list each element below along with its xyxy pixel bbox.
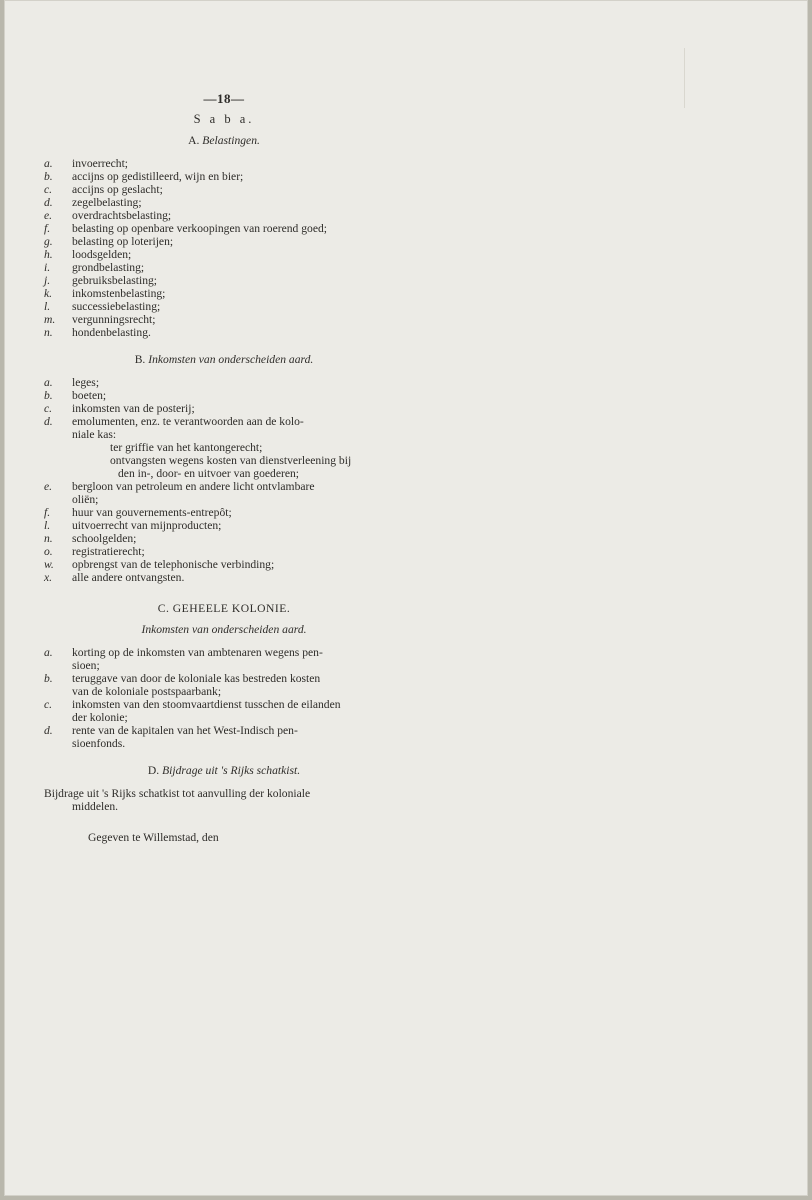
list-item-key (44, 467, 72, 480)
list-item (44, 454, 404, 467)
list-item-key (44, 659, 72, 672)
list-item (44, 646, 404, 659)
list-item-key: m. (44, 313, 56, 326)
section-a-prefix: A. (188, 134, 200, 147)
list-item-key (44, 711, 72, 724)
list-item-text: der kolonie; (72, 711, 128, 724)
list-item-text: inkomsten van de posterij; (72, 402, 195, 415)
list-item-text: accijns op gedistilleerd, wijn en bier; (72, 170, 244, 183)
list-item-text: ontvangsten wegens kosten van dienstverleening bij (110, 454, 352, 467)
list-item-key: b. (44, 170, 53, 183)
list-item (44, 685, 404, 698)
list-item-key: e. (44, 480, 53, 493)
list-item (44, 698, 404, 711)
list-item-text: bergloon van petroleum en andere licht ontvlambare (72, 480, 315, 493)
list-item (44, 248, 404, 261)
list-item-text: boeten; (72, 389, 107, 402)
list-item-key: b. (44, 389, 53, 402)
list-item (44, 183, 404, 196)
list-item-text: niale kas: (72, 428, 117, 441)
list-item-text: korting op de inkomsten van ambtenaren wegens pen- (72, 646, 323, 659)
list-item-key (44, 454, 72, 467)
list-item-key: l. (44, 300, 51, 313)
list-item (44, 326, 404, 339)
list-item (44, 659, 404, 672)
list-item-key: d. (44, 724, 53, 737)
list-item (44, 519, 404, 532)
list-item-text: van de koloniale postspaarbank; (72, 685, 222, 698)
list-item-key: a. (44, 157, 53, 170)
list-item-text: zegelbelasting; (72, 196, 142, 209)
list-item-text: belasting op loterijen; (72, 235, 174, 248)
list-item-key: a. (44, 376, 53, 389)
list-item (44, 428, 404, 441)
section-c-subheading (44, 623, 404, 636)
list-item-key: d. (44, 415, 53, 428)
list-item (44, 389, 404, 402)
list-item (44, 545, 404, 558)
list-item (44, 532, 404, 545)
section-d-line-2: middelen. (72, 800, 119, 813)
document-page (4, 0, 808, 1196)
list-item-key (44, 441, 72, 454)
list-item-key: n. (44, 326, 53, 339)
document-content (44, 92, 404, 844)
list-item-text: sioenfonds. (72, 737, 126, 750)
list-item-text: opbrengst van de telephonische verbinding; (72, 558, 275, 571)
list-item-text: emolumenten, enz. te verantwoorden aan de kolo- (72, 415, 304, 428)
list-item-text: leges; (72, 376, 100, 389)
section-b-prefix: B. (134, 353, 146, 366)
list-item-text: belasting op openbare verkoopingen van roerend goed; (72, 222, 327, 235)
list-item (44, 558, 404, 571)
list-item-text: den in-, door- en uitvoer van goederen; (118, 467, 300, 480)
list-item-text: huur van gouvernements-entrepôt; (72, 506, 232, 519)
list-item (44, 402, 404, 415)
list-item-key: b. (44, 672, 53, 685)
list-item-key: n. (44, 532, 53, 545)
list-item (44, 724, 404, 737)
closing-line: Gegeven te Willemstad, den (88, 831, 219, 844)
list-item (44, 441, 404, 454)
list-item-text: hondenbelasting. (72, 326, 151, 339)
list-item-text: invoerrecht; (72, 157, 129, 170)
list-item (44, 737, 404, 750)
list-item-text: rente van de kapitalen van het West-Indisch pen- (72, 724, 298, 737)
section-a-list (44, 157, 404, 339)
list-item-key: w. (44, 558, 54, 571)
list-item-text: overdrachtsbelasting; (72, 209, 172, 222)
list-item (44, 415, 404, 428)
list-item-key: k. (44, 287, 53, 300)
section-a-title: Belastingen. (202, 134, 260, 147)
list-item (44, 467, 404, 480)
list-item-text: alle andere ontvangsten. (72, 571, 185, 584)
section-c-subtitle: Inkomsten van onderscheiden aard. (141, 623, 307, 636)
list-item (44, 274, 404, 287)
list-item-key: x. (44, 571, 53, 584)
section-b-list (44, 376, 404, 584)
list-item-key (44, 428, 72, 441)
list-item (44, 157, 404, 170)
section-c-heading: C. GEHEELE KOLONIE. (157, 602, 291, 615)
list-item-text: sioen; (72, 659, 100, 672)
list-item-key: f. (44, 506, 51, 519)
list-item-text: accijns op geslacht; (72, 183, 163, 196)
section-c-list (44, 646, 404, 750)
list-item (44, 672, 404, 685)
list-item-key: l. (44, 519, 51, 532)
list-item-text: loodsgelden; (72, 248, 132, 261)
list-item (44, 711, 404, 724)
list-item-text: oliën; (72, 493, 99, 506)
list-item-key: g. (44, 235, 53, 248)
section-d-heading (44, 764, 404, 777)
list-item (44, 235, 404, 248)
list-item-key: i. (44, 261, 51, 274)
list-item-key: c. (44, 402, 53, 415)
list-item (44, 313, 404, 326)
list-item-key: a. (44, 646, 53, 659)
section-d-prefix: D. (147, 764, 160, 777)
list-item (44, 300, 404, 313)
fold-mark (684, 48, 685, 108)
list-item-text: registratierecht; (72, 545, 145, 558)
section-d-line-1: Bijdrage uit 's Rijks schatkist tot aanvulling der koloniale (44, 787, 311, 800)
section-a-heading (44, 134, 404, 147)
list-item (44, 209, 404, 222)
list-item-key: c. (44, 183, 53, 196)
list-item-text: uitvoerrecht van mijnproducten; (72, 519, 222, 532)
list-item-key (44, 493, 72, 506)
list-item-key: e. (44, 209, 53, 222)
list-item-text: successiebelasting; (72, 300, 161, 313)
list-item-key: d. (44, 196, 53, 209)
list-item-text: ter griffie van het kantongerecht; (110, 441, 263, 454)
list-item-text: teruggave van door de koloniale kas bestreden kosten (72, 672, 321, 685)
list-item (44, 261, 404, 274)
list-item (44, 571, 404, 584)
list-item-text: inkomsten van den stoomvaartdienst tusschen de eilanden (72, 698, 341, 711)
list-item-key (44, 737, 72, 750)
list-item (44, 196, 404, 209)
list-item-text: inkomstenbelasting; (72, 287, 166, 300)
list-item (44, 480, 404, 493)
list-item-key: o. (44, 545, 53, 558)
list-item-text: grondbelasting; (72, 261, 145, 274)
list-item-text: schoolgelden; (72, 532, 137, 545)
list-item-key: j. (44, 274, 51, 287)
page-number: —18— (203, 91, 245, 106)
list-item-key (44, 685, 72, 698)
list-item (44, 376, 404, 389)
list-item (44, 222, 404, 235)
page-title: S a b a. (193, 112, 255, 126)
list-item (44, 506, 404, 519)
list-item-key: h. (44, 248, 53, 261)
list-item-key: c. (44, 698, 53, 711)
list-item (44, 493, 404, 506)
section-d-title: Bijdrage uit 's Rijks schatkist. (162, 764, 301, 777)
section-b-heading (44, 353, 404, 366)
section-d-paragraph (44, 787, 404, 813)
list-item-key: f. (44, 222, 51, 235)
list-item-text: vergunningsrecht; (72, 313, 156, 326)
section-b-title: Inkomsten van onderscheiden aard. (148, 353, 314, 366)
list-item-text: gebruiksbelasting; (72, 274, 158, 287)
list-item (44, 170, 404, 183)
list-item (44, 287, 404, 300)
